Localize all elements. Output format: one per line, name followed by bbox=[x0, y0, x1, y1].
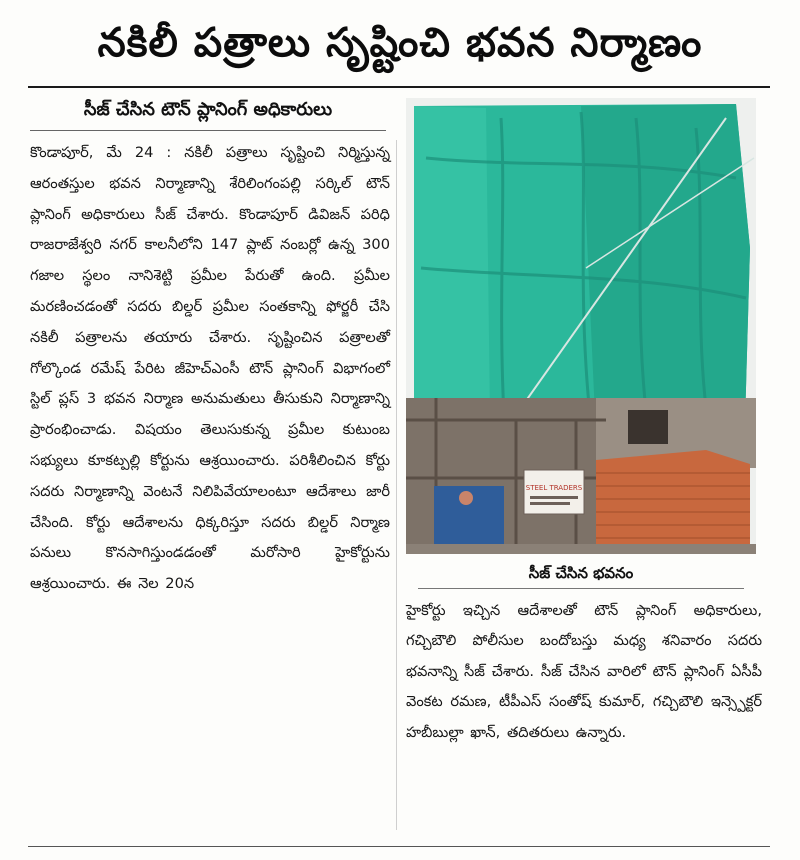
body-paragraph-left: కొండాపూర్, మే 24 : నకిలీ పత్రాలు సృష్టించి నిర్మిస్తున్న ఆరంతస్తుల భవన నిర్మాణాన్ని శేరిలింగంపల్లి సర్కిల్ టౌన్ ప్లానింగ్ అధికారులు సీజ్ చేశారు. కొండాపూర్ డివిజన్ పరిధి రాజరాజేశ్వరి నగర్ కాలనీలోని 147 ప్లాట్ నంబర్లో ఉన్న 300 గజాల స్థలం నానిశెట్టి ప్రమీల పేరుతో ఉంది. ప్రమీల మరణించడంతో సదరు బిల్డర్ ప్రమీల సంతకాన్ని ఫోర్జరీ చేసి నకిలీ పత్రాలను తయారు చేశారు. సృష్టించిన పత్రాలతో గోల్కొండ రమేష్ పేరిట జీహెచ్ఎంసీ టౌన్ ప్లానింగ్ విభాగంలో స్టిల్ ప్లస్ 3 భవన నిర్మాణ అనుమతులు తీసుకుని నిర్మాణాన్ని ప్రారంభించాడు. విషయం తెలుసుకున్న ప్రమీల కుటుంబ సభ్యులు కూకట్పల్లి కోర్టును ఆశ్రయించారు. పరిశీలించిన కోర్టు సదరు నిర్మాణాన్ని వెంటనే నిలిపివేయాలంటూ ఆదేశాలు జారీ చేసింది. కోర్టు ఆదేశాలను ధిక్కరిస్తూ సదరు బిల్డర్ నిర్మాణ పనులు కొనసాగిస్తుండడంతో మరోసారి హైకోర్టును ఆశ్రయించారు. ఈ నెల 20న bbox=[30, 144, 390, 593]
subheadline: సీజ్ చేసిన టౌన్ ప్లానింగ్ అధికారులు bbox=[83, 99, 333, 120]
headline: నకిలీ పత్రాలు సృష్టించి భవన నిర్మాణం bbox=[97, 20, 703, 66]
building-photo bbox=[406, 98, 756, 554]
headline-rule bbox=[28, 86, 770, 88]
caption-rule bbox=[418, 588, 744, 589]
body-paragraph-right: హైకోర్టు ఇచ్చిన ఆదేశాలతో టౌన్ ప్లానింగ్ అధికారులు, గచ్చిబౌలి పోలీసుల బందోబస్తు మధ్య శనివారం సదరు భవనాన్ని సీజ్ చేశారు. సీజ్ చేసిన వారిలో టౌన్ ప్లానింగ్ ఏసీపీ వెంకట రమణ, టీపీఎస్ సంతోష్ కుమార్, గచ్చిబౌలి ఇన్స్పెక్టర్ హబీబుల్లా ఖాన్, తదితరులు ఉన్నారు. bbox=[406, 602, 762, 741]
article-body-right-column bbox=[406, 596, 762, 836]
photo-sign-text: STEEL TRADERS bbox=[525, 484, 583, 492]
column-divider bbox=[396, 140, 397, 830]
subheadline-rule bbox=[30, 130, 386, 131]
article-body-left-column bbox=[30, 138, 390, 838]
bottom-rule bbox=[28, 846, 770, 847]
photo-caption: సీజ్ చేసిన భవనం bbox=[528, 564, 634, 582]
